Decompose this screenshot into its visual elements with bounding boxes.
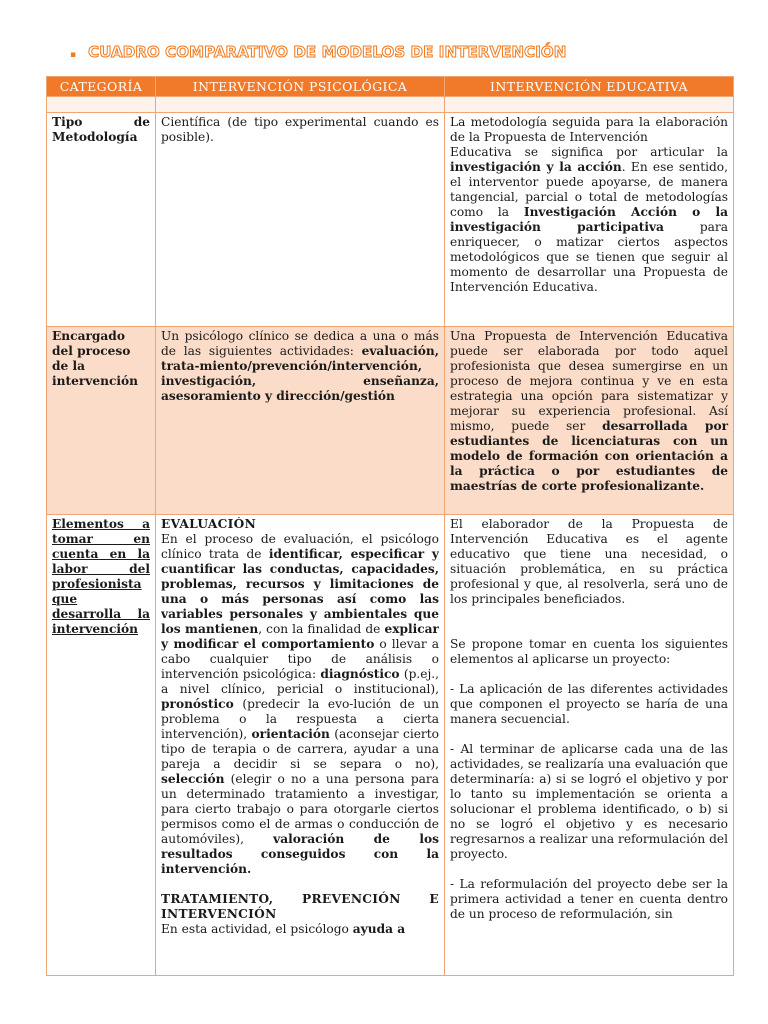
bold-run: desarrollada por estudiantes de licenciaturas con un modelo de formación con orientación a la práctica o por estudiantes de maestrías de corte profesionalizante.: [450, 419, 728, 493]
paragraph: - Al terminar de aplicarse cada una de las actividades, se realizaría una evaluación que determinaría: a) si se logró el objetivo y por lo tanto su implementación se orienta a solucionar el problema identificado, o b) si no se logró el objetivo y es necesario regresarnos a realizar una reformulación del proyecto.: [450, 742, 728, 861]
bold-run: identificar, especificar y cuantificar las conductas, capacidades, problemas, recursos y limitaciones de una o más personas así como las variables personales y ambientales que los mantienen: [161, 547, 439, 636]
row-elementos: [47, 515, 734, 976]
text-run: Educativa se significa por articular la: [450, 145, 728, 159]
psicologica-metodologia: Científica (de tipo experimental cuando es posible).: [156, 113, 445, 327]
text-run: (elegir o no a una persona para un determinado tratamiento a investigar, para cierto trabajo o para otorgarle ciertos permisos como el de armas o conducción de automóviles),: [161, 772, 439, 846]
spacer: [450, 667, 728, 682]
bold-run: ayuda a: [352, 922, 406, 936]
bold-run: explicar y modificar el comportamiento: [161, 622, 439, 651]
spacer: [161, 877, 439, 892]
bold-run: Investigación Acción o la investigación participativa: [450, 205, 728, 234]
comparison-table: [46, 76, 734, 976]
cell-content: [161, 517, 439, 973]
bold-run: selección: [161, 772, 225, 786]
text-run: o llevar a cabo cualquier tipo de análisis o intervención psicológica:: [161, 637, 439, 681]
bold-run: orientación: [251, 727, 330, 741]
paragraph: - La reformulación del proyecto debe ser la primera actividad a tener en cuenta dentro de un proceso de reformulación, sin: [450, 877, 728, 921]
text-run: En el proceso de evaluación, el psicólogo clínico trata de: [161, 532, 439, 561]
header-psicologica: INTERVENCIÓN PSICOLÓGICA: [156, 77, 445, 97]
paragraph: - La aplicación de las diferentes actividades que componen el proyecto se haría de una manera secuencial.: [450, 682, 728, 726]
paragraph: El elaborador de la Propuesta de Intervención Educativa es el agente educativo que tiene una necesidad, o situación problemática, en su práctica profesional y que, al resolverla, será uno de los principales beneficiados.: [450, 517, 728, 606]
document-title: [70, 41, 566, 63]
section-heading: TRATAMIENTO, PREVENCIÓN E INTERVENCIÓN: [161, 892, 439, 921]
text-run: (p.ej., a nivel clínico, pericial o institucional),: [161, 667, 439, 696]
bold-run: diagnóstico: [320, 667, 400, 681]
text-run: (aconsejar cierto tipo de terapia o de carrera, ayudar a una pareja a decidir si se separa o no),: [161, 727, 439, 771]
header-categoria: CATEGORÍA: [47, 77, 156, 97]
section-heading: EVALUACIÓN: [161, 517, 257, 531]
text-run: Un psicólogo clínico se dedica a una o más de las siguientes actividades:: [161, 329, 439, 358]
spacer-cell: [445, 97, 734, 113]
category-word: de: [133, 115, 150, 129]
spacer: [450, 727, 728, 742]
psicologica-encargado: [156, 327, 445, 515]
bold-run: pronóstico: [161, 697, 234, 711]
text-run: . En ese sentido, el interventor puede apoyarse, de manera tangencial, parcial o total de metodologías como la: [450, 160, 728, 219]
header-educativa: INTERVENCIÓN EDUCATIVA: [445, 77, 734, 97]
text-run: En esta actividad, el psicólogo: [161, 922, 353, 936]
spacer: [450, 622, 728, 637]
category-metodologia: [47, 113, 156, 327]
category-encargado: Encargado del proceso de la intervención: [47, 327, 156, 515]
spacer-cell: [156, 97, 445, 113]
bold-run: evaluación, trata-miento/prevención/intervención, investigación, enseñanza, asesoramiento y dirección/gestión: [161, 344, 439, 403]
spacer-row: [47, 97, 734, 113]
educativa-encargado: [445, 327, 734, 515]
title-text: CUADRO COMPARATIVO DE MODELOS DE INTERVENCIÓN: [88, 43, 567, 61]
text-run: para enriquecer, o matizar ciertos aspectos metodológicos que se tienen que seguir al momento de desarrollar una Propuesta de Intervención Educativa.: [450, 220, 728, 294]
row-encargado: [47, 327, 734, 515]
educativa-metodologia: [445, 113, 734, 327]
category-word: Tipo: [52, 115, 83, 129]
spacer-cell: [47, 97, 156, 113]
paragraph: La metodología seguida para la elaboración de la Propuesta de Intervención: [450, 115, 728, 144]
spacer: [450, 862, 728, 877]
header-row: [47, 77, 734, 97]
cell-content: [450, 517, 728, 973]
bullet-icon: ▪: [70, 50, 77, 60]
row-metodologia: [47, 113, 734, 327]
spacer: [450, 607, 728, 622]
text-run: Una Propuesta de Intervención Educativa puede ser elaborada por todo aquel profesionista que desea sumergirse en un proceso de mejora continua y ve en esta estrategia una opción para sistematizar y mejorar su experiencia profesional. Así mismo, puede ser: [450, 329, 728, 433]
psicologica-elementos: [156, 515, 445, 976]
bold-run: investigación y la acción: [450, 160, 622, 174]
category-line: [52, 115, 150, 130]
bold-run: valoración de los resultados conseguidos con la intervención.: [161, 832, 439, 876]
category-elementos: Elementos a tomar en cuenta en la labor del profesionista que desarrolla la intervención: [47, 515, 156, 976]
category-word: Metodología: [52, 130, 138, 144]
educativa-elementos: [445, 515, 734, 976]
text-run: , con la finalidad de: [258, 622, 385, 636]
paragraph: Se propone tomar en cuenta los siguientes elementos al aplicarse un proyecto:: [450, 637, 728, 666]
text-run: (predecir la evo-lución de un problema o la respuesta a cierta intervención),: [161, 697, 439, 741]
